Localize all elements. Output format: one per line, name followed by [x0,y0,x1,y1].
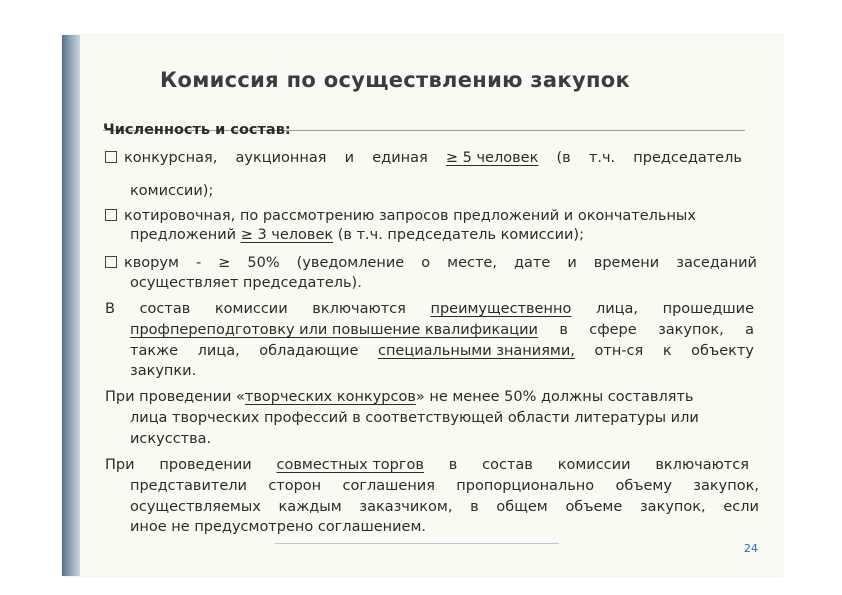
paragraph-2-line-3: искусства. [130,431,212,447]
checkbox-bullet-icon: кворум [105,254,179,272]
paragraph-2-line-2: лица творческих профессий в соответствующей области литературы или [130,410,699,426]
slide-left-accent-bar [62,35,80,576]
underlined-min-members-3: ≥ 3 человек [240,227,334,243]
bullet-2-line-2: предложений ≥ 3 человек (в т.ч. председатель комиссии); [130,227,584,243]
paragraph-1-line-4: закупки. [130,363,197,379]
paragraph-1-line-3: также лица, обладающие специальными знаниями, отн-ся к объекту [130,343,754,359]
paragraph-1-line-2: профпереподготовку или повышение квалификации в сфере закупок, а [130,322,754,338]
underlined-qualification: профпереподготовку или повышение квалификации [130,322,538,338]
slide-title: Комиссия по осуществлению закупок [160,68,631,92]
underlined-special-knowledge: специальными знаниями, [377,343,575,359]
checkbox-bullet-icon: конкурсная, [105,149,217,167]
paragraph-2-line-1: При проведении «творческих конкурсов» не менее 50% должны составлять [105,389,694,405]
checkbox-bullet-icon [105,209,117,221]
paragraph-3-line-4: иное не предусмотрено соглашением. [130,519,427,535]
bullet-3-line-2: осуществляет председатель). [130,275,362,291]
underlined-creative-contests: творческих конкурсов [244,389,416,405]
underlined-min-members-5: ≥ 5 человек [445,150,539,166]
paragraph-1-line-1: В состав комиссии включаются преимущественно лица, прошедшие [105,301,754,317]
paragraph-3-line-1: При проведении совместных торгов в состав комиссии включаются [105,457,749,473]
underlined-joint-tenders: совместных торгов [276,457,424,473]
underlined-preferentially: преимущественно [430,301,572,317]
bullet-3-line-1: кворум - ≥ 50% (уведомление о месте, дате и времени заседаний [105,254,757,272]
paragraph-3-line-3: осуществляемых каждым заказчиком, в общем объеме закупок, если [130,499,759,515]
bullet-1-line-2: комиссии); [130,183,214,199]
footer-divider [275,543,559,544]
section-heading: Численность и состав: [103,122,291,138]
bullet-1-line-1: конкурсная, аукционная и единая ≥ 5 человек (в т.ч. председатель [105,149,742,167]
paragraph-3-line-2: представители сторон соглашения пропорционально объему закупок, [130,478,759,494]
page-number: 24 [744,542,758,555]
bullet-2-line-1: котировочная, по рассмотрению запросов предложений и окончательных [105,207,696,225]
